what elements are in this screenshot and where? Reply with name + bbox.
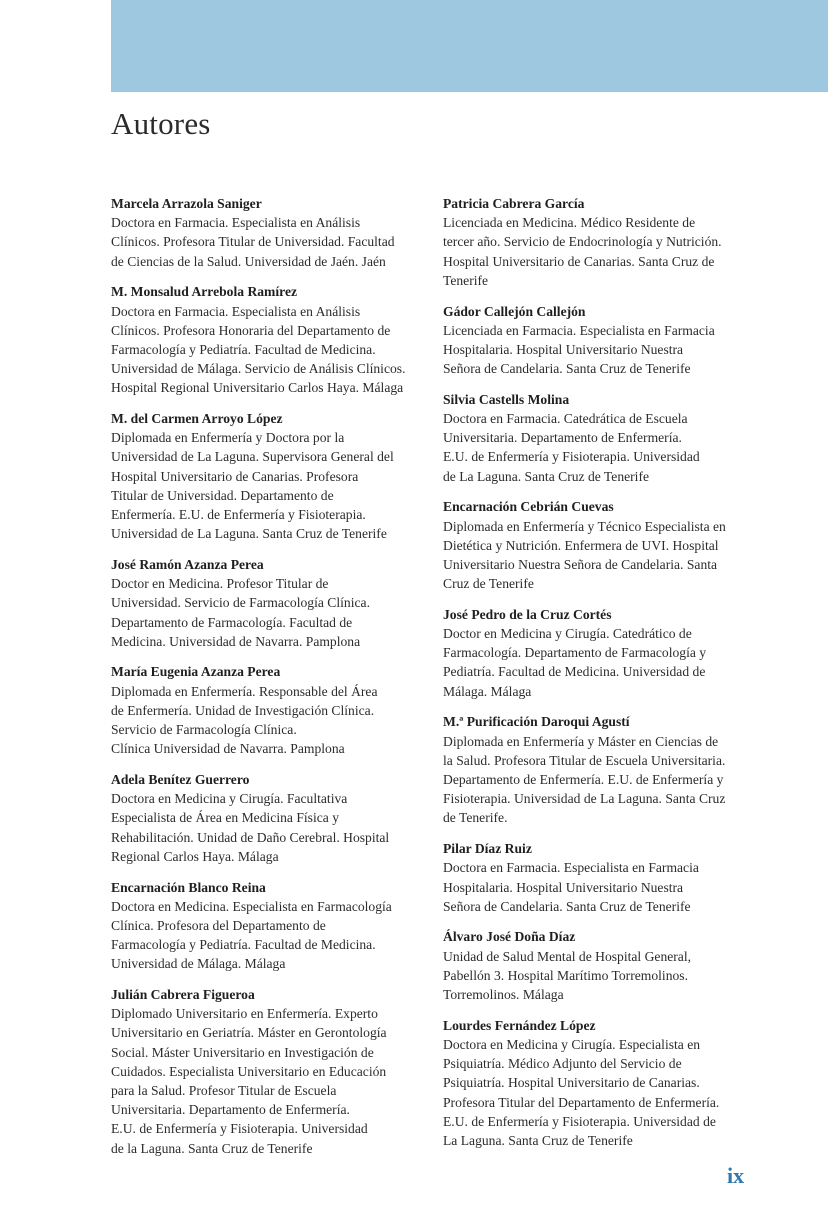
author-affiliation-line: Farmacología. Departamento de Farmacología y: [443, 645, 707, 661]
author-affiliation-line: Enfermería. E.U. de Enfermería y Fisioterapia.: [111, 507, 366, 523]
authors-column-right: [443, 194, 755, 1162]
author-affiliation-line: Dietética y Nutrición. Enfermera de UVI. Hospital: [443, 537, 719, 553]
author-affiliation-line: Rehabilitación. Unidad de Daño Cerebral. Hospital: [111, 829, 390, 845]
author-name: M.ª Purificación Daroqui Agustí: [443, 714, 630, 730]
author-affiliation-line: Psiquiatría. Hospital Universitario de Canarias.: [443, 1075, 700, 1091]
author-affiliation-line: Regional Carlos Haya. Málaga: [111, 848, 279, 864]
author-affiliation-line: Cruz de Tenerife: [443, 576, 534, 592]
author-affiliation-line: Universitaria. Departamento de Enfermería.: [443, 430, 682, 446]
author-affiliation-line: Torremolinos. Málaga: [443, 987, 564, 1003]
author-name: José Ramón Azanza Perea: [111, 556, 264, 572]
author-name: Encarnación Cebrián Cuevas: [443, 499, 614, 515]
author-affiliation-line: para la Salud. Profesor Titular de Escuela: [111, 1083, 337, 1099]
author-affiliation-line: Social. Máster Universitario en Investigación de: [111, 1044, 374, 1060]
author-affiliation-line: Unidad de Salud Mental de Hospital General,: [443, 948, 692, 964]
author-affiliation-line: de Tenerife.: [443, 810, 508, 826]
author-affiliation-line: Señora de Candelaria. Santa Cruz de Tenerife: [443, 361, 691, 377]
author-affiliation-line: Diplomado Universitario en Enfermería. Experto: [111, 1006, 378, 1022]
author-affiliation-line: E.U. de Enfermería y Fisioterapia. Universidad: [443, 449, 700, 465]
author-affiliation-line: E.U. de Enfermería y Fisioterapia. Universidad: [111, 1121, 368, 1137]
author-affiliation-line: Doctora en Farmacia. Especialista en Farmacia: [443, 860, 699, 876]
author-affiliation-line: de Enfermería. Unidad de Investigación Clínica.: [111, 702, 375, 718]
page-title: Autores: [111, 106, 211, 141]
author-affiliation-line: Hospitalaria. Hospital Universitario Nuestra: [443, 879, 684, 895]
author-affiliation-line: Señora de Candelaria. Santa Cruz de Tenerife: [443, 898, 691, 914]
author-affiliation-line: Especialista de Área en Medicina Física y: [111, 810, 339, 826]
author-affiliation-line: Doctora en Farmacia. Catedrática de Escuela: [443, 411, 688, 427]
author-affiliation-line: Tenerife: [443, 272, 489, 288]
author-affiliation-line: Servicio de Farmacología Clínica.: [111, 722, 297, 738]
author-affiliation-line: Diplomada en Enfermería y Técnico Especialista en: [443, 518, 726, 534]
author-name: José Pedro de la Cruz Cortés: [443, 606, 612, 622]
authors-column-left: [111, 194, 423, 1169]
author-entry: [443, 194, 755, 290]
author-name: Lourdes Fernández López: [443, 1017, 596, 1033]
author-affiliation-line: Doctor en Medicina y Cirugía. Catedrático de: [443, 626, 692, 642]
author-affiliation-line: Universidad de La Laguna. Supervisora General del: [111, 449, 394, 465]
header-band: [111, 0, 828, 92]
author-affiliation-line: de La Laguna. Santa Cruz de Tenerife: [443, 468, 650, 484]
author-name: María Eugenia Azanza Perea: [111, 664, 281, 680]
author-entry: [443, 497, 755, 593]
author-affiliation-line: Departamento de Farmacología. Facultad de: [111, 614, 353, 630]
author-affiliation-line: Doctora en Farmacia. Especialista en Análisis: [111, 303, 361, 319]
author-affiliation-line: Universidad de Málaga. Servicio de Análisis Clínicos.: [111, 361, 406, 377]
author-name: Gádor Callejón Callejón: [443, 303, 586, 319]
author-affiliation-line: Universitaria. Departamento de Enfermería.: [111, 1102, 350, 1118]
author-entry: [111, 282, 423, 397]
author-entry: [111, 985, 423, 1158]
author-entry: [111, 878, 423, 974]
author-affiliation-line: Universidad de Málaga. Málaga: [111, 956, 286, 972]
author-affiliation-line: Universidad de La Laguna. Santa Cruz de Tenerife: [111, 526, 387, 542]
author-entry: [443, 839, 755, 916]
author-affiliation-line: Pabellón 3. Hospital Marítimo Torremolinos.: [443, 967, 688, 983]
author-affiliation-line: Universitario en Geriatría. Máster en Gerontología: [111, 1025, 387, 1041]
author-affiliation-line: Universitario Nuestra Señora de Candelaria. Santa: [443, 556, 718, 572]
author-name: Silvia Castells Molina: [443, 391, 570, 407]
author-entry: [443, 302, 755, 379]
author-affiliation-line: Fisioterapia. Universidad de La Laguna. Santa Cruz: [443, 791, 726, 807]
author-affiliation-line: Clínicos. Profesora Titular de Universidad. Facultad: [111, 234, 395, 250]
author-name: Marcela Arrazola Saniger: [111, 196, 262, 211]
author-affiliation-line: la Salud. Profesora Titular de Escuela Universitaria.: [443, 752, 726, 768]
author-name: Álvaro José Doña Díaz: [443, 929, 576, 945]
author-name: M. Monsalud Arrebola Ramírez: [111, 284, 298, 300]
author-affiliation-line: E.U. de Enfermería y Fisioterapia. Universidad de: [443, 1113, 716, 1129]
author-entry: [111, 409, 423, 543]
author-entry: [111, 194, 423, 271]
author-name: Julián Cabrera Figueroa: [111, 987, 255, 1003]
author-affiliation-line: Cuidados. Especialista Universitario en Educación: [111, 1063, 387, 1079]
author-affiliation-line: tercer año. Servicio de Endocrinología y Nutrición.: [443, 234, 722, 250]
author-affiliation-line: Licenciada en Farmacia. Especialista en Farmacia: [443, 322, 715, 338]
author-affiliation-line: Doctora en Farmacia. Especialista en Análisis: [111, 215, 361, 231]
author-entry: [111, 662, 423, 758]
page-number: ix: [727, 1163, 745, 1188]
author-affiliation-line: Clínica Universidad de Navarra. Pamplona: [111, 741, 345, 757]
author-name: Encarnación Blanco Reina: [111, 879, 266, 895]
author-entry: [443, 1016, 755, 1150]
author-affiliation-line: Diplomada en Enfermería y Máster en Ciencias de: [443, 733, 719, 749]
author-name: Pilar Díaz Ruiz: [443, 841, 532, 857]
author-affiliation-line: Profesora Titular del Departamento de Enfermería.: [443, 1094, 720, 1110]
author-affiliation-line: Departamento de Enfermería. E.U. de Enfermería y: [443, 771, 724, 787]
author-name: M. del Carmen Arroyo López: [111, 411, 283, 427]
author-entry: [443, 390, 755, 486]
author-entry: [111, 770, 423, 866]
author-affiliation-line: Diplomada en Enfermería y Doctora por la: [111, 430, 345, 446]
author-affiliation-line: Hospitalaria. Hospital Universitario Nuestra: [443, 341, 684, 357]
author-affiliation-line: Málaga. Málaga: [443, 683, 532, 699]
author-affiliation-line: Universidad. Servicio de Farmacología Clínica.: [111, 595, 370, 611]
author-affiliation-line: de la Laguna. Santa Cruz de Tenerife: [111, 1140, 313, 1156]
author-entry: [111, 555, 423, 651]
author-affiliation-line: Psiquiatría. Médico Adjunto del Servicio de: [443, 1056, 682, 1072]
author-affiliation-line: Licenciada en Medicina. Médico Residente de: [443, 215, 696, 231]
author-affiliation-line: Farmacología y Pediatría. Facultad de Medicina.: [111, 341, 376, 357]
author-affiliation-line: Doctora en Medicina y Cirugía. Facultativa: [111, 791, 348, 807]
author-affiliation-line: La Laguna. Santa Cruz de Tenerife: [443, 1132, 633, 1148]
author-affiliation-line: Medicina. Universidad de Navarra. Pamplona: [111, 633, 361, 649]
author-affiliation-line: Doctora en Medicina. Especialista en Farmacología: [111, 898, 392, 914]
author-affiliation-line: Diplomada en Enfermería. Responsable del Área: [111, 683, 378, 699]
author-name: Adela Benítez Guerrero: [111, 771, 250, 787]
author-affiliation-line: Hospital Regional Universitario Carlos Haya. Málaga: [111, 380, 404, 396]
author-name: Patricia Cabrera García: [443, 196, 585, 211]
author-affiliation-line: Pediatría. Facultad de Medicina. Universidad de: [443, 664, 706, 680]
author-affiliation-line: Doctora en Medicina y Cirugía. Especialista en: [443, 1036, 701, 1052]
author-affiliation-line: Clínica. Profesora del Departamento de: [111, 917, 326, 933]
author-affiliation-line: Hospital Universitario de Canarias. Santa Cruz de: [443, 253, 715, 269]
author-entry: [443, 605, 755, 701]
author-entry: [443, 927, 755, 1004]
author-entry: [443, 712, 755, 827]
author-affiliation-line: Farmacología y Pediatría. Facultad de Medicina.: [111, 937, 376, 953]
author-affiliation-line: de Ciencias de la Salud. Universidad de Jaén. Jaén: [111, 253, 386, 269]
author-affiliation-line: Clínicos. Profesora Honoraria del Departamento de: [111, 322, 391, 338]
author-affiliation-line: Hospital Universitario de Canarias. Profesora: [111, 468, 359, 484]
author-affiliation-line: Titular de Universidad. Departamento de: [111, 487, 334, 503]
author-affiliation-line: Doctor en Medicina. Profesor Titular de: [111, 576, 329, 592]
